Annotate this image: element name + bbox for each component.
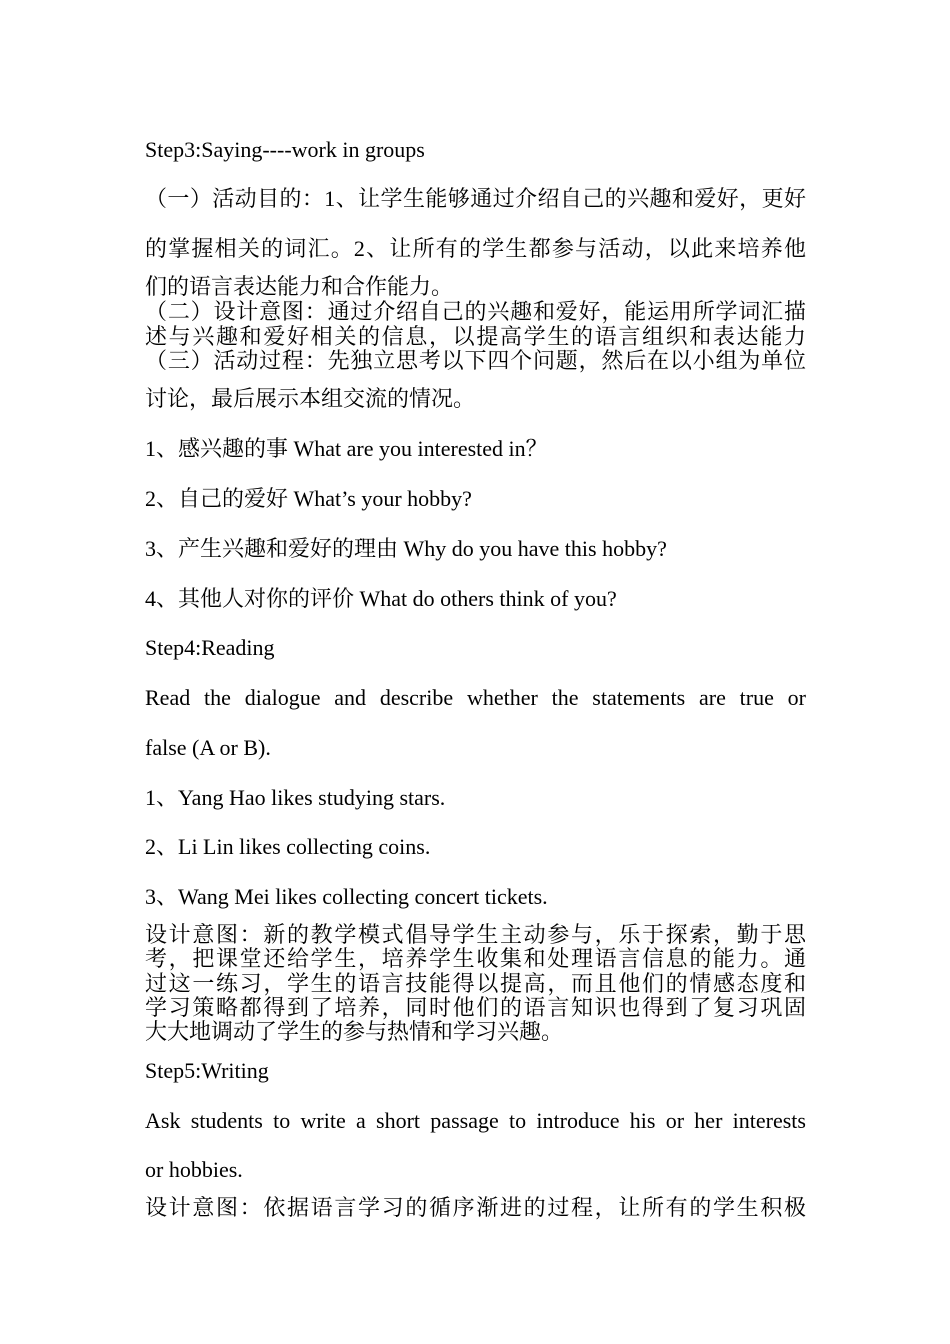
- step5-design-line-1: 设计意图：依据语言学习的循序渐进的过程，让所有的学生积极: [145, 1195, 806, 1220]
- step5-heading: Step5:Writing: [145, 1058, 269, 1083]
- step3-design-line-1: （二）设计意图：通过介绍自己的兴趣和爱好，能运用所学词汇描: [145, 299, 806, 324]
- step4-heading: Step4:Reading: [145, 635, 275, 660]
- step4-design-line: 考，把课堂还给学生，培养学生收集和处理语言信息的能力。通: [145, 946, 806, 971]
- step4-design-line: 过这一练习，学生的语言技能得以提高，而且他们的情感态度和: [145, 971, 806, 996]
- statement-item: 1、Yang Hao likes studying stars.: [145, 785, 446, 810]
- statement-item: 3、Wang Mei likes collecting concert tickets.: [145, 884, 548, 909]
- step3-heading: Step3:Saying----work in groups: [145, 137, 425, 162]
- question-item: 2、自己的爱好 What’s your hobby?: [145, 486, 472, 511]
- step3-process-line-1: （三）活动过程：先独立思考以下四个问题，然后在以小组为单位: [145, 348, 806, 373]
- question-item: 4、其他人对你的评价 What do others think of you?: [145, 586, 617, 611]
- step3-design-line-2: 述与兴趣和爱好相关的信息，以提高学生的语言组织和表达能力: [145, 324, 806, 349]
- step4-design-line: 设计意图：新的教学模式倡导学生主动参与，乐于探索，勤于思: [145, 922, 806, 947]
- step4-instruction-line-1: Read the dialogue and describe whether the statements are true or: [145, 685, 806, 710]
- step3-purpose-line-1: （一）活动目的：1、让学生能够通过介绍自己的兴趣和爱好，更好: [145, 186, 806, 211]
- statement-item: 2、Li Lin likes collecting coins.: [145, 834, 431, 859]
- question-item: 3、产生兴趣和爱好的理由 Why do you have this hobby?: [145, 536, 667, 561]
- step5-instruction-line-1: Ask students to write a short passage to introduce his or her interests: [145, 1108, 806, 1133]
- step4-design-line: 学习策略都得到了培养，同时他们的语言知识也得到了复习巩固: [145, 995, 806, 1020]
- step3-process-line-2: 讨论，最后展示本组交流的情况。: [145, 386, 476, 411]
- step4-design-line: 大大地调动了学生的参与热情和学习兴趣。: [145, 1019, 564, 1044]
- question-item: 1、感兴趣的事 What are you interested in？: [145, 436, 548, 461]
- step4-instruction-line-2: false (A or B).: [145, 735, 271, 760]
- step3-purpose-line-3: 们的语言表达能力和合作能力。: [145, 274, 454, 299]
- step5-instruction-line-2: or hobbies.: [145, 1157, 243, 1182]
- step3-purpose-line-2: 的掌握相关的词汇。2、让所有的学生都参与活动，以此来培养他: [145, 236, 806, 261]
